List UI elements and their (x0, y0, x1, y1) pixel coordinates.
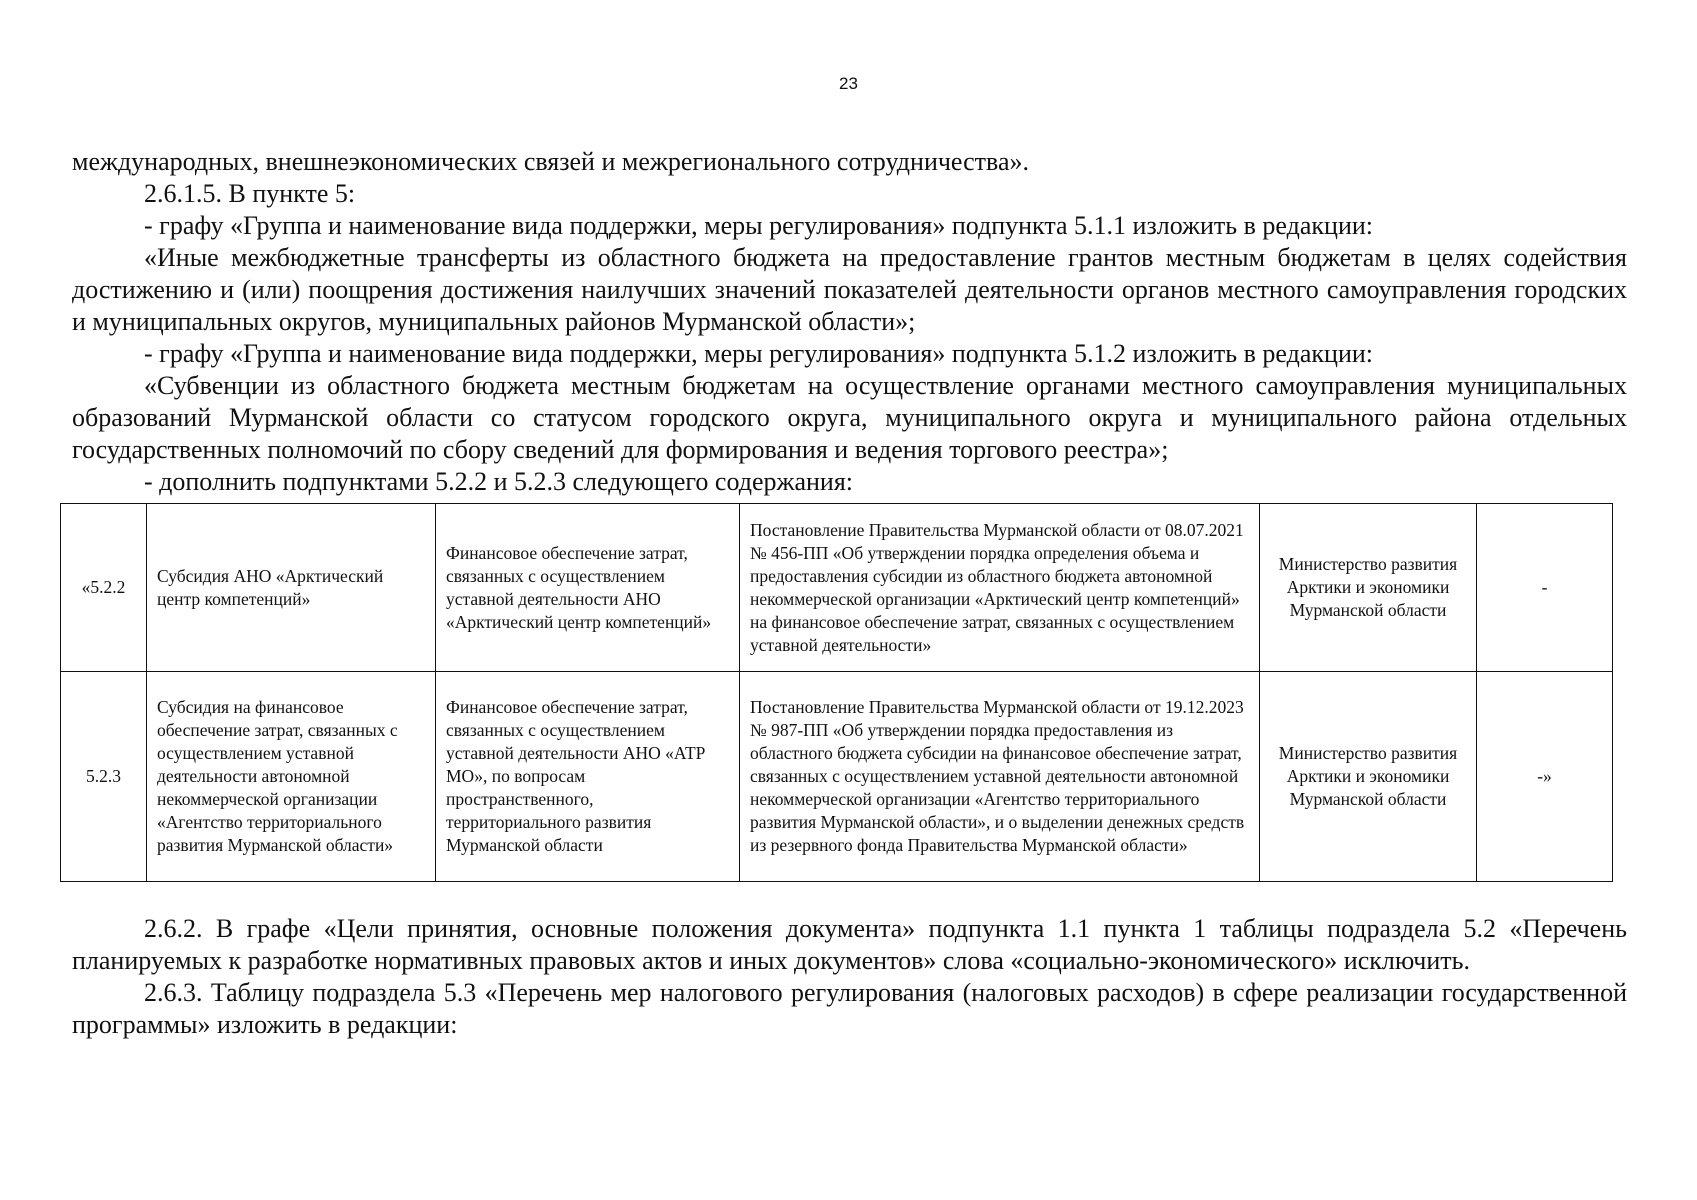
page-number: 23 (839, 74, 858, 93)
paragraph-5-1-1-instruction: - графу «Группа и наименование вида поддержки, меры регулирования» подпункта 5.1.1 изложить в редакции: (144, 211, 1373, 240)
purpose-cell: Финансовое обеспечение затрат, связанных с осуществлением уставной деятельности АНО «Арктический центр компетенций» (436, 504, 740, 672)
paragraph-2-6-1-5: 2.6.1.5. В пункте 5: (144, 179, 356, 208)
row-number: 5.2.3 (61, 672, 147, 882)
paragraph-5-1-2-instruction: - графу «Группа и наименование вида поддержки, меры регулирования» подпункта 5.1.2 изложить в редакции: (144, 339, 1373, 368)
paragraph-add-subitems: - дополнить подпунктами 5.2.2 и 5.2.3 следующего содержания: (144, 467, 854, 496)
paragraph-5-1-2-text: «Субвенции из областного бюджета местным бюджетам на осуществление органами местного самоуправления муниципальных образований Мурманской области со статусом городского округа, муниципального округа и муниципального района отдельных государственных полномочий по сбору сведений для формирования и ведения торгового реестра»; (72, 371, 1627, 464)
row-number: «5.2.2 (61, 504, 147, 672)
legal-act-cell: Постановление Правительства Мурманской области от 19.12.2023 № 987-ПП «Об утверждении порядка предоставления из областного бюджета субсидии на финансовое обеспечение затрат, связанных с осуществлением уставной деятельности автономной некоммерческой организации «Агентство территориального развития Мурманской области», и о выделении денежных средств из резервного фонда Правительства Мурманской области» (740, 672, 1260, 882)
extra-cell: - (1477, 504, 1613, 672)
top-text-block (72, 146, 1627, 498)
support-name-cell: Субсидия на финансовое обеспечение затрат, связанных с осуществлением уставной деятельности автономной некоммерческой организации «Агентство территориального развития Мурманской области» (147, 672, 436, 882)
bottom-text-block (72, 913, 1627, 1041)
support-name-cell: Субсидия АНО «Арктический центр компетенций» (147, 504, 436, 672)
purpose-cell: Финансовое обеспечение затрат, связанных с осуществлением уставной деятельности АНО «АТР МО», по вопросам пространственного, территориального развития Мурманской области (436, 672, 740, 882)
executor-cell: Министерство развития Арктики и экономики Мурманской области (1260, 504, 1477, 672)
legal-act-cell: Постановление Правительства Мурманской области от 08.07.2021 № 456-ПП «Об утверждении порядка определения объема и предоставления субсидии из областного бюджета автономной некоммерческой организации «Арктический центр компетенций» на финансовое обеспечение затрат, связанных с осуществлением уставной деятельности» (740, 504, 1260, 672)
table-row (61, 672, 1613, 882)
table-row (61, 504, 1613, 672)
executor-cell: Министерство развития Арктики и экономики Мурманской области (1260, 672, 1477, 882)
extra-cell: -» (1477, 672, 1613, 882)
amendment-table (60, 503, 1613, 882)
paragraph-5-1-1-text: «Иные межбюджетные трансферты из областного бюджета на предоставление грантов местным бюджетам в целях содействия достижению и (или) поощрения достижения наилучших значений показателей деятельности органов местного самоуправления городских и муниципальных округов, муниципальных районов Мурманской области»; (72, 243, 1627, 336)
paragraph-2-6-3: 2.6.3. Таблицу подраздела 5.3 «Перечень мер налогового регулирования (налоговых расходов) в сфере реализации государственной программы» изложить в редакции: (72, 978, 1627, 1039)
paragraph-continuation: международных, внешнеэкономических связей и межрегионального сотрудничества». (72, 147, 1029, 176)
paragraph-2-6-2: 2.6.2. В графе «Цели принятия, основные положения документа» подпункта 1.1 пункта 1 таблицы подраздела 5.2 «Перечень планируемых к разработке нормативных правовых актов и иных документов» слова «социально-экономического» исключить. (72, 914, 1627, 975)
